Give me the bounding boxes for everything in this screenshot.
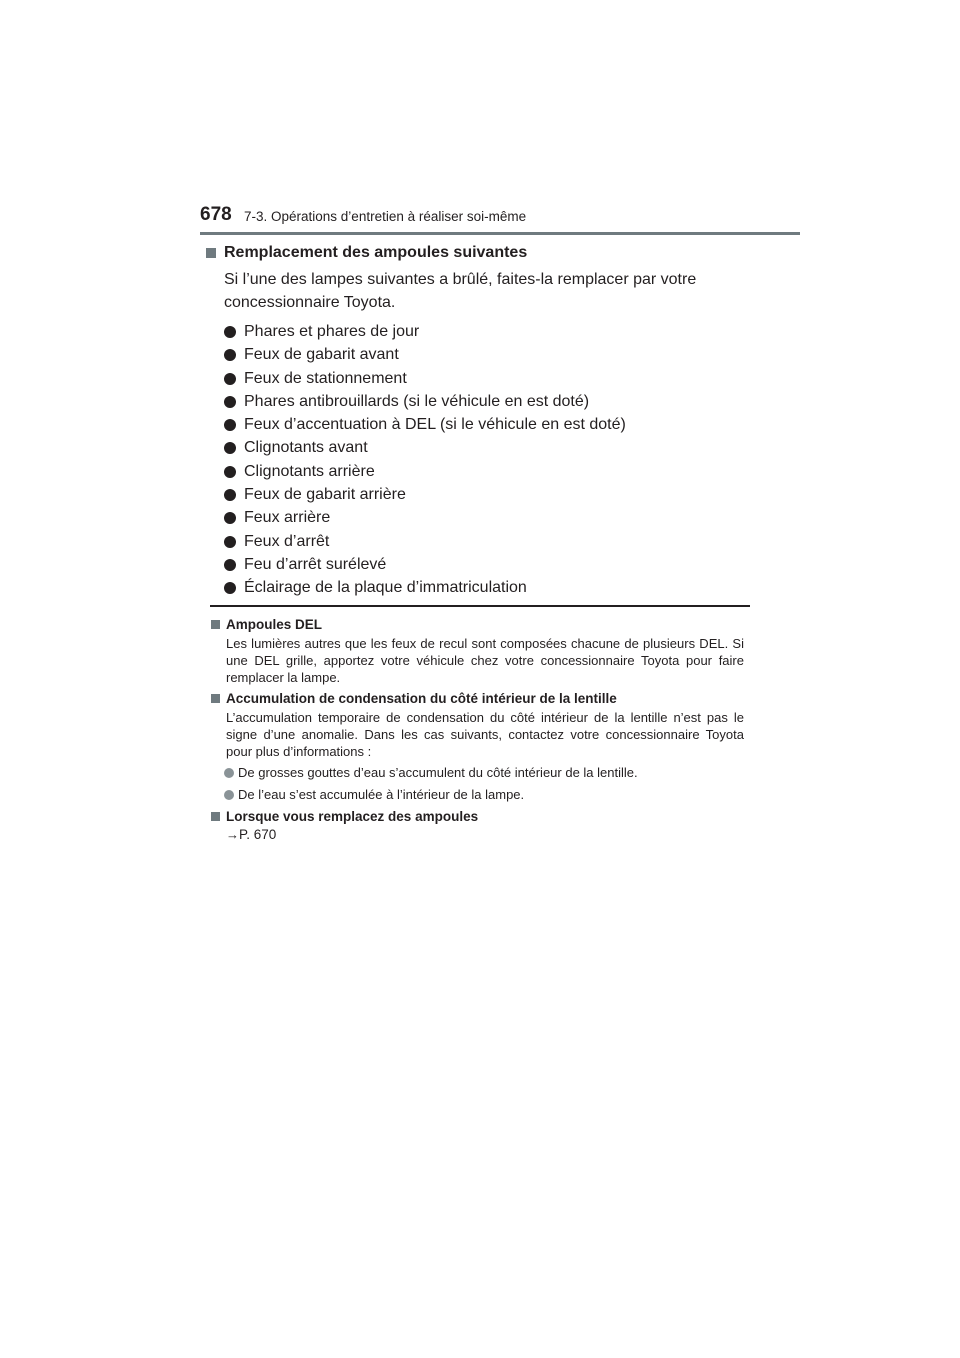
bullet-dot-icon: [224, 559, 236, 571]
bullet-dot-icon: [224, 489, 236, 501]
list-item: De l’eau s’est accumulée à l’intérieur de la lampe.: [210, 786, 750, 803]
bullet-dot-icon: [224, 768, 234, 778]
note-heading-condensation: Accumulation de condensation du côté intérieur de la lentille: [210, 690, 750, 708]
bullet-dot-icon: [224, 419, 236, 431]
note-heading-replace: Lorsque vous remplacez des ampoules: [210, 808, 750, 826]
list-item: Feux de stationnement: [224, 367, 754, 390]
list-item: Clignotants arrière: [224, 460, 754, 483]
bullet-dot-icon: [224, 373, 236, 385]
square-bullet-icon: [211, 812, 220, 821]
list-item: Phares et phares de jour: [224, 320, 754, 343]
list-item: Clignotants avant: [224, 436, 754, 459]
section-title: 7-3. Opérations d’entretien à réaliser soi-même: [244, 209, 527, 224]
bullet-dot-icon: [224, 349, 236, 361]
bullet-dot-icon: [224, 442, 236, 454]
page-reference-link[interactable]: P. 670: [239, 827, 277, 842]
note-text-led: Les lumières autres que les feux de recul sont composées chacune de plusieurs DEL. Si une DEL grille, apportez votre véhicule chez votre concessionnaire Toyota pour faire remplacer la lampe.: [226, 636, 744, 685]
bullet-dot-icon: [224, 512, 236, 524]
list-item: Feux de gabarit avant: [224, 343, 754, 366]
notes-divider: [210, 605, 750, 607]
note-heading-led: Ampoules DEL: [210, 616, 750, 634]
square-bullet-icon: [211, 620, 220, 629]
bullet-dot-icon: [224, 326, 236, 338]
list-item: Feux d’accentuation à DEL (si le véhicule en est doté): [224, 413, 754, 436]
list-item: Phares antibrouillards (si le véhicule en est doté): [224, 390, 754, 413]
square-bullet-icon: [206, 248, 216, 258]
arrow-right-icon: →: [226, 827, 239, 842]
list-item: Feux d’arrêt: [224, 530, 754, 553]
page-number: 678: [200, 204, 232, 225]
bullet-dot-icon: [224, 536, 236, 548]
bullet-dot-icon: [224, 396, 236, 408]
list-item: De grosses gouttes d’eau s’accumulent du côté intérieur de la lentille.: [210, 764, 750, 781]
list-item: Feu d’arrêt surélevé: [224, 553, 754, 576]
main-intro: Si l’une des lampes suivantes a brûlé, faites-la remplacer par votre concessionnaire Toyota.: [224, 271, 697, 311]
list-item: Feux de gabarit arrière: [224, 483, 754, 506]
list-item: Éclairage de la plaque d’immatriculation: [224, 576, 754, 599]
bullet-dot-icon: [224, 582, 236, 594]
square-bullet-icon: [211, 694, 220, 703]
note-text-condensation: L’accumulation temporaire de condensation du côté intérieur de la lentille n’est pas le signe d’une anomalie. Dans les cas suivants, contactez votre concessionnaire Toyota pour plus d’informations :: [226, 710, 744, 759]
main-heading: [206, 242, 736, 264]
notes-section: [210, 605, 750, 844]
bullet-dot-icon: [224, 790, 234, 800]
list-item: Feux arrière: [224, 506, 754, 529]
bullet-dot-icon: [224, 466, 236, 478]
header-divider: [200, 232, 800, 235]
bulb-list: [224, 320, 754, 600]
main-heading-text: Remplacement des ampoules suivantes: [224, 244, 528, 261]
page-reference[interactable]: [226, 826, 750, 844]
page-header: [200, 200, 800, 236]
main-section: [224, 242, 754, 600]
